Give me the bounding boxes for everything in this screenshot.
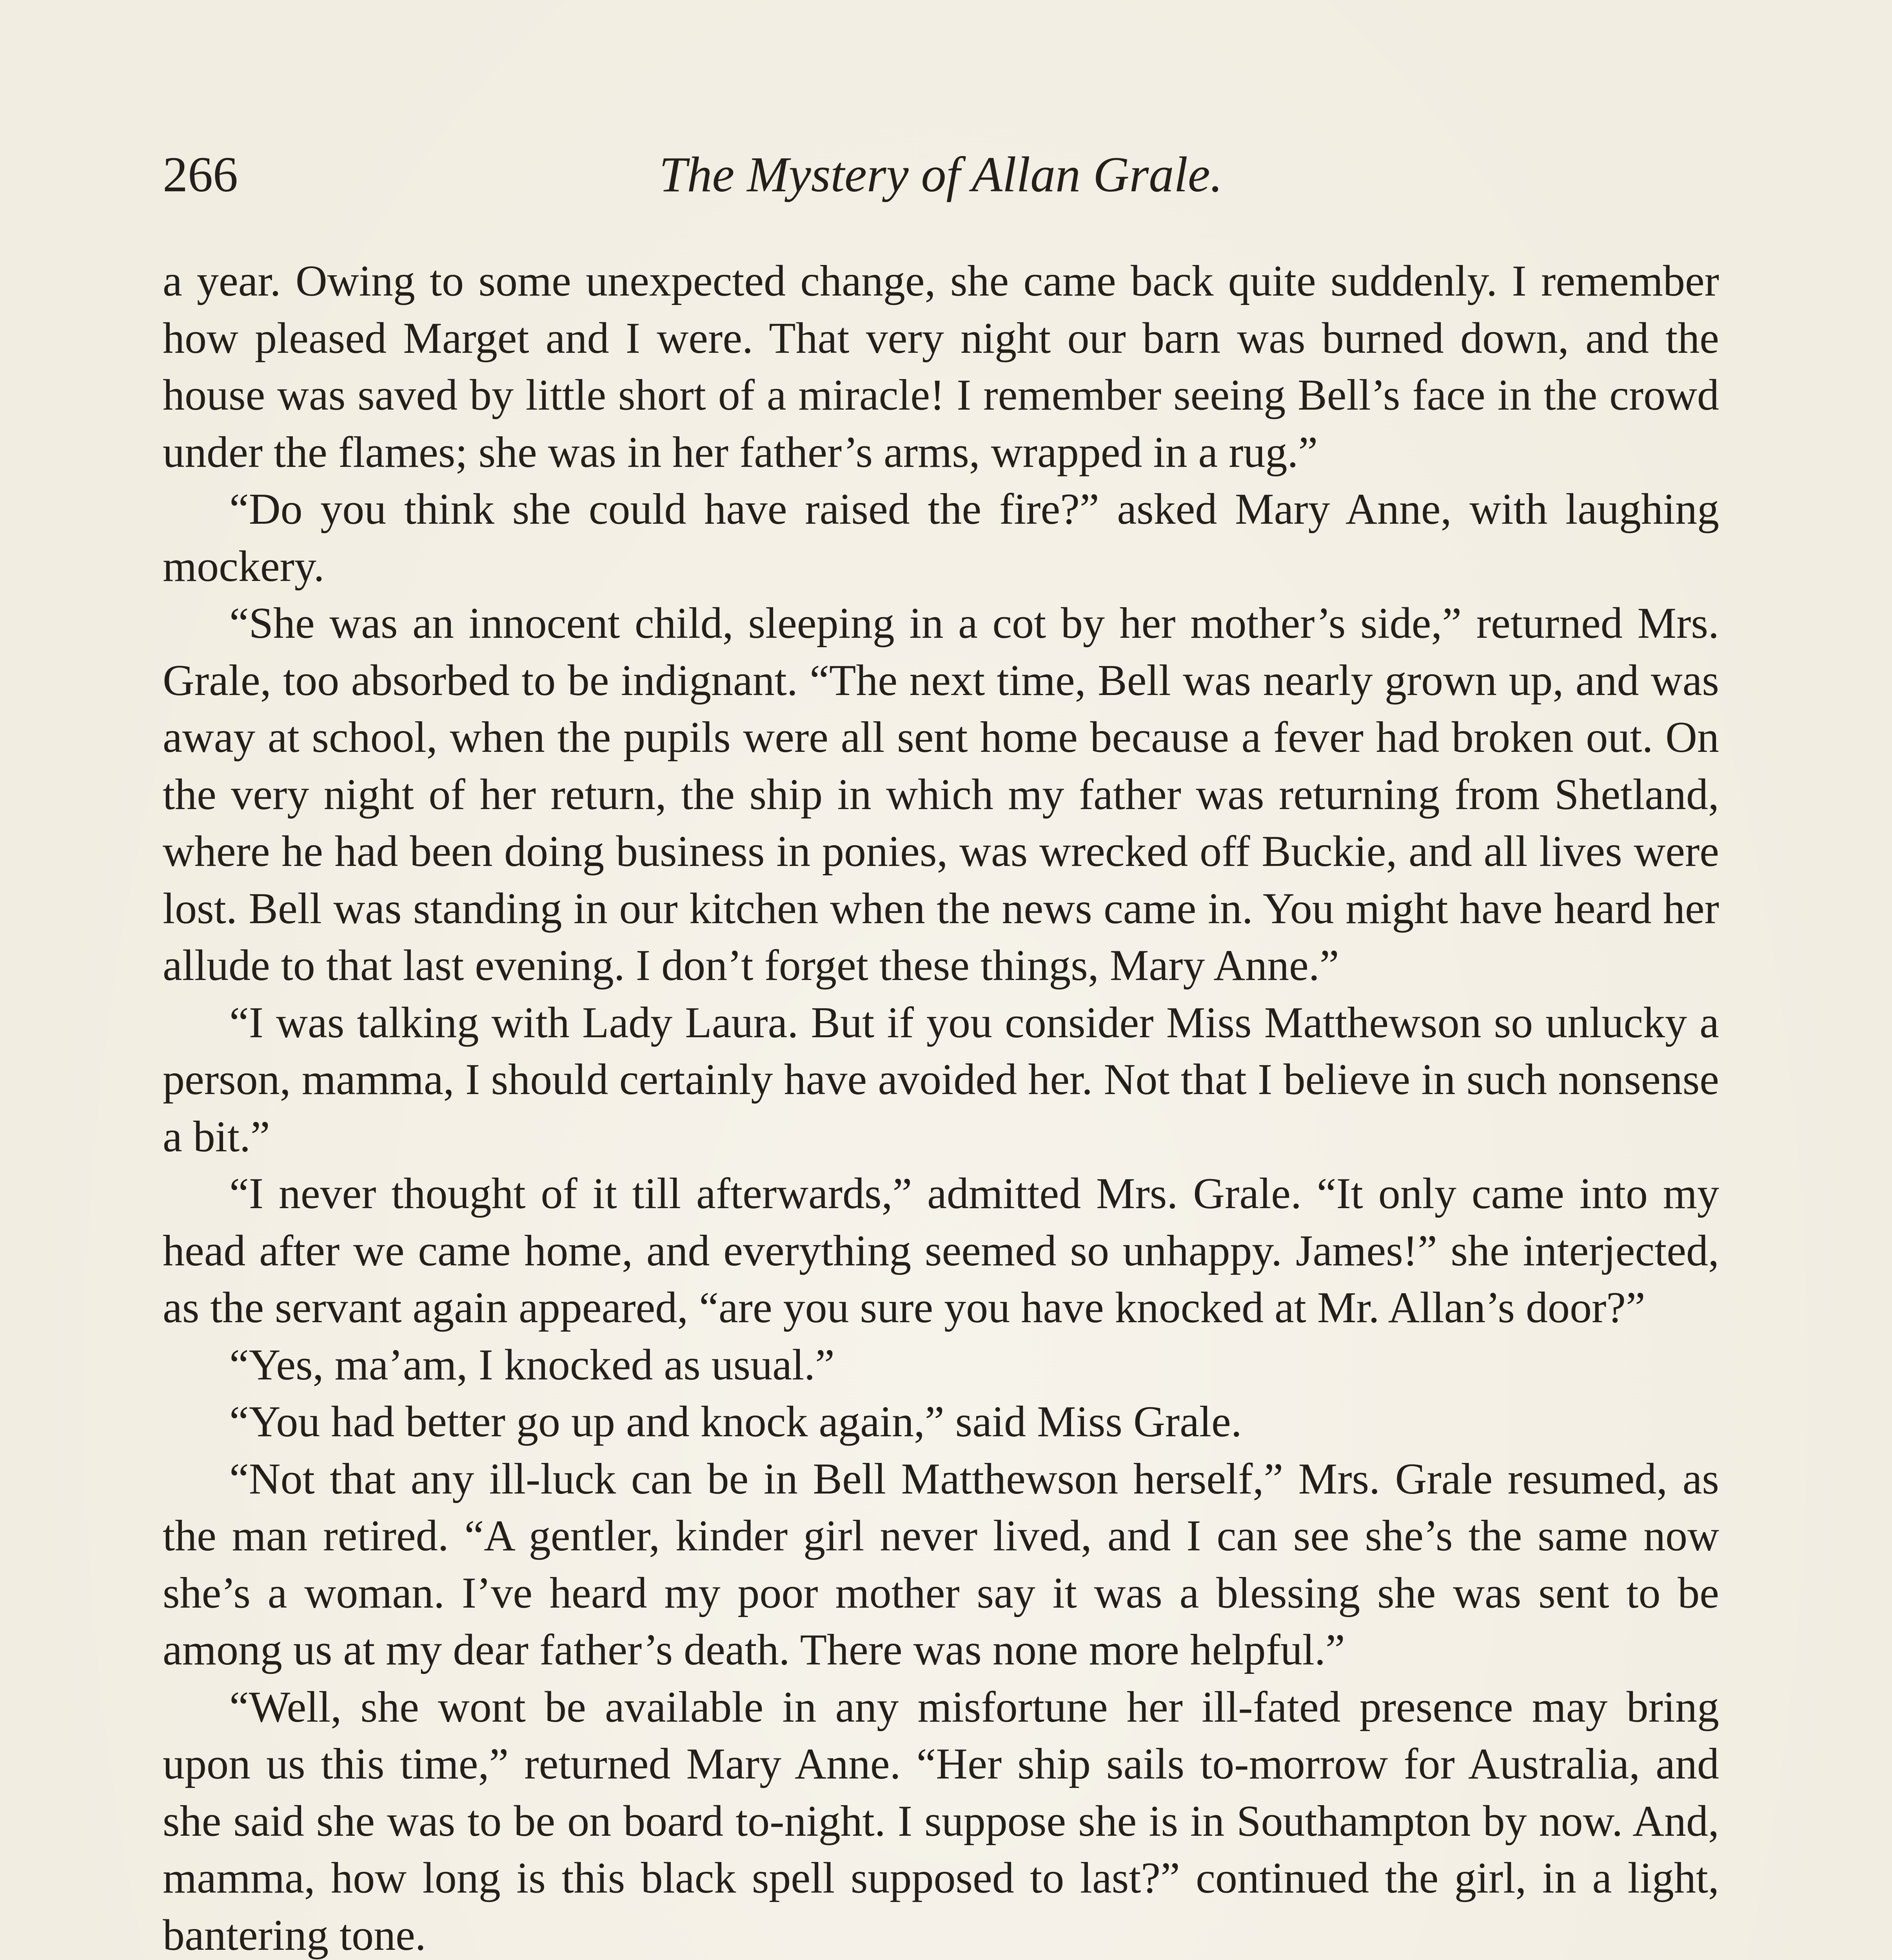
paragraph: “Do you think she could have raised the fire?” asked Mary Anne, with laughing mockery. [163, 485, 1719, 591]
paragraph: “You had better go up and knock again,” said Miss Grale. [229, 1397, 1242, 1446]
paragraph: “She was an innocent child, sleeping in a cot by her mother’s side,” returned Mrs. Grale, too absorbed to be indignant. “The next time, Bell was nearly grown up, and was away at school, when the pupils were all sent home because a fever had broken out. On the very night of her return, the ship in which my father was returning from Shetland, where he had been doing business in ponies, was wrecked off Buckie, and all lives were lost. Bell was standing in our kitchen when the news came in. You might have heard her allude to that last evening. I don’t forget these things, Mary Anne.” [163, 599, 1719, 990]
paragraph: “I never thought of it till afterwards,” admitted Mrs. Grale. “It only came into my head after we came home, and everything seemed so unhappy. James!” she interjected, as the servant again appeared, “are you sure you have knocked at Mr. Allan’s door?” [163, 1169, 1719, 1332]
body-text [163, 253, 1719, 1960]
paragraph: a year. Owing to some unexpected change, she came back quite suddenly. I remember how pleased Marget and I were. That very night our barn was burned down, and the house was saved by little short of a miracle! I remember seeing Bell’s face in the crowd under the flames; she was in her father’s arms, wrapped in a rug.” [163, 257, 1719, 477]
running-title: The Mystery of Allan Grale. [659, 147, 1223, 202]
paragraph: “Well, she wont be available in any misfortune her ill-fated presence may bring upon us this time,” returned Mary Anne. “Her ship sails to-morrow for Australia, and she said she was to be on board to-night. I suppose she is in Southampton by now. And, mamma, how long is this black spell supposed to last?” continued the girl, in a light, bantering tone. [163, 1682, 1719, 1960]
paragraph: “Not that any ill-luck can be in Bell Matthewson herself,” Mrs. Grale resumed, as the man retired. “A gentler, kinder girl never lived, and I can see she’s the same now she’s a woman. I’ve heard my poor mother say it was a blessing she was sent to be among us at my dear father’s death. There was none more helpful.” [163, 1454, 1719, 1674]
page-number: 266 [163, 147, 238, 202]
page-header [163, 145, 1719, 212]
paragraph: “Yes, ma’am, I knocked as usual.” [229, 1340, 835, 1389]
paragraph: “I was talking with Lady Laura. But if you consider Miss Matthewson so unlucky a person, mamma, I should certainly have avoided her. Not that I believe in such nonsense a bit.” [163, 998, 1719, 1161]
